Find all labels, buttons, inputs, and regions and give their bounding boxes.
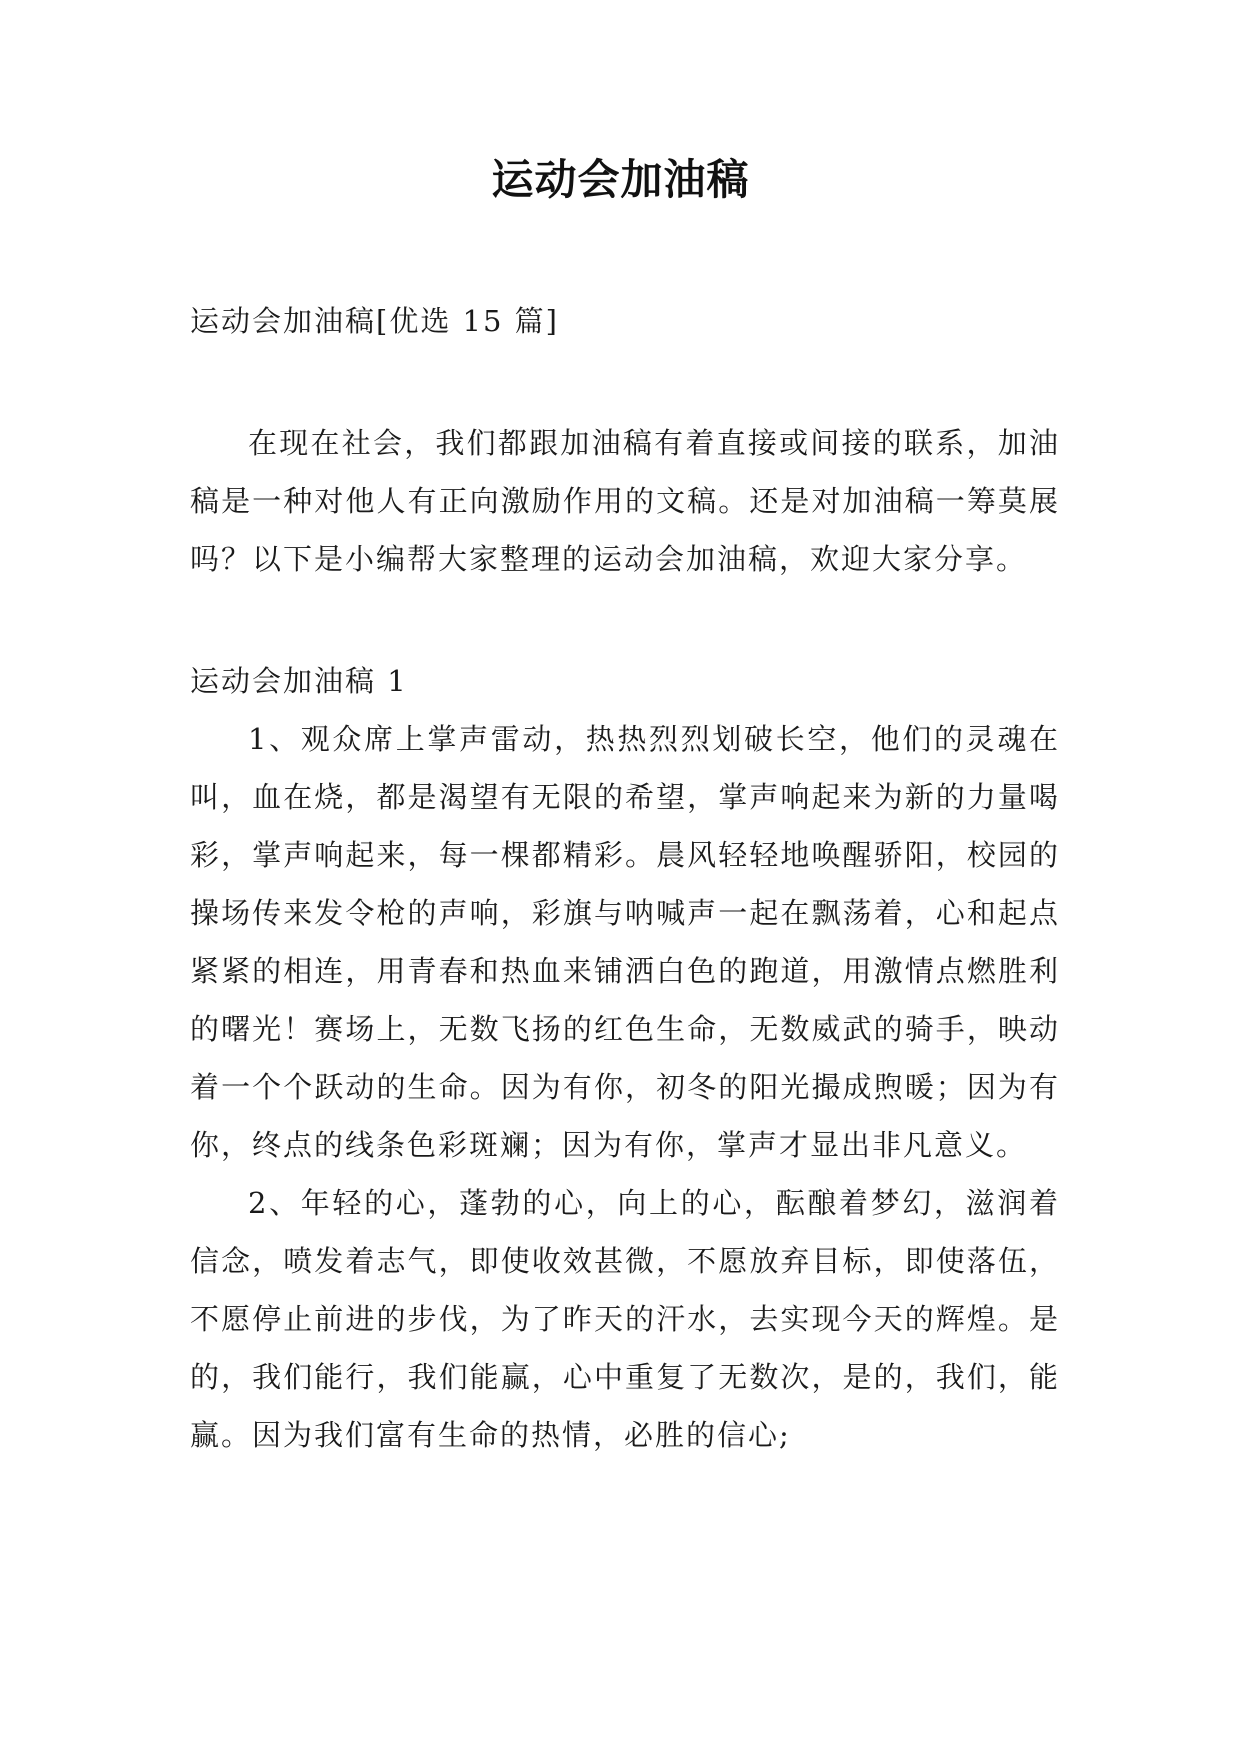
document-body	[190, 292, 1060, 1464]
document-subtitle: 运动会加油稿[优选 15 篇]	[190, 304, 559, 338]
body-paragraph-2: 2、年轻的心，蓬勃的心，向上的心，酝酿着梦幻，滋润着信念，喷发着志气，即使收效甚微，不愿放弃目标，即使落伍，不愿停止前进的步伐，为了昨天的汗水，去实现今天的辉煌。是的，我们能行，我们能赢，心中重复了无数次，是的，我们，能赢。因为我们富有生命的热情，必胜的信心;	[190, 1186, 1060, 1452]
section-heading: 运动会加油稿 1	[190, 664, 408, 698]
document-title: 运动会加油稿	[491, 155, 750, 204]
intro-paragraph: 在现在社会，我们都跟加油稿有着直接或间接的联系，加油稿是一种对他人有正向激励作用的文稿。还是对加油稿一筹莫展吗？以下是小编帮大家整理的运动会加油稿，欢迎大家分享。	[190, 426, 1060, 576]
body-paragraph-1: 1、观众席上掌声雷动，热热烈烈划破长空，他们的灵魂在叫，血在烧，都是渴望有无限的希望，掌声响起来为新的力量喝彩，掌声响起来，每一棵都精彩。晨风轻轻地唤醒骄阳，校园的操场传来发令枪的声响，彩旗与呐喊声一起在飘荡着，心和起点紧紧的相连，用青春和热血来铺洒白色的跑道，用激情点燃胜利的曙光！赛场上，无数飞扬的红色生命，无数威武的骑手，映动着一个个跃动的生命。因为有你，初冬的阳光撮成煦暖；因为有你，终点的线条色彩斑斓；因为有你，掌声才显出非凡意义。	[190, 722, 1060, 1162]
